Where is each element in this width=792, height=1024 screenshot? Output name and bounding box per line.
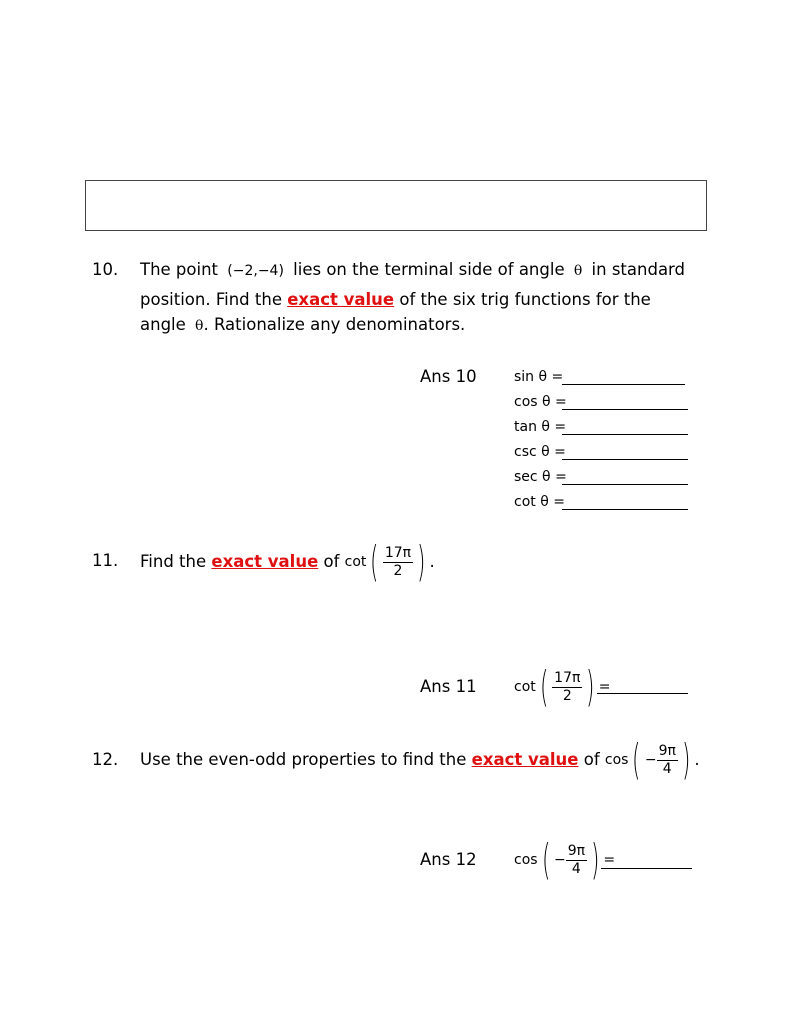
answer-cos xyxy=(514,394,567,410)
answer-csc-blank[interactable] xyxy=(562,459,688,460)
denominator: 4 xyxy=(662,760,672,777)
theta-symbol: θ xyxy=(573,263,583,279)
answer-10-label: Ans 10 xyxy=(420,367,477,386)
question-11-text xyxy=(140,537,435,586)
cot-function: cot xyxy=(514,679,536,695)
fraction-9pi-over-4 xyxy=(657,743,678,778)
numerator: 9π xyxy=(567,842,586,859)
question-11-number: 11. xyxy=(92,551,119,570)
answer-12-blank[interactable] xyxy=(601,868,692,869)
answer-cot-blank[interactable] xyxy=(562,509,688,510)
answer-11-blank[interactable] xyxy=(597,693,688,694)
header-box xyxy=(85,180,707,231)
numerator: 9π xyxy=(658,742,676,759)
left-paren: ( xyxy=(541,835,550,884)
numerator: 17π xyxy=(384,544,412,561)
q12-text: Use the even-odd properties to find the xyxy=(140,750,467,769)
question-10-line-1 xyxy=(140,260,685,281)
q11-text: Find the xyxy=(140,552,207,571)
answer-csc xyxy=(514,444,566,460)
q10-text: . Rationalize any denominators. xyxy=(203,315,466,334)
question-12-text xyxy=(140,735,700,784)
cot-function: cot xyxy=(344,554,367,570)
cos-function: cos xyxy=(604,752,629,768)
left-paren: ( xyxy=(632,735,641,784)
question-10-number: 10. xyxy=(92,260,119,279)
q10-text: The point xyxy=(140,260,219,279)
period: . xyxy=(694,750,700,769)
fraction-17pi-over-2 xyxy=(383,545,413,580)
tan-label: tan θ = xyxy=(514,419,567,435)
right-paren: ) xyxy=(591,835,600,884)
answer-12-expression xyxy=(514,835,616,884)
q10-text: lies on the terminal side of angle xyxy=(293,260,565,279)
fraction-9pi-over-4 xyxy=(566,843,587,878)
denominator: 2 xyxy=(562,687,572,704)
q12-text: of xyxy=(583,750,600,769)
cot-label: cot θ = xyxy=(514,494,565,510)
question-10-line-3 xyxy=(140,315,465,336)
question-10-line-2 xyxy=(140,290,651,310)
cos-function: cos xyxy=(514,852,538,868)
left-paren: ( xyxy=(370,537,379,586)
exact-value-highlight: exact value xyxy=(471,750,579,769)
q10-text: of the six trig functions for the xyxy=(399,290,651,309)
equals-sign: = xyxy=(598,679,611,695)
question-12-number: 12. xyxy=(92,750,119,769)
cos-label: cos θ = xyxy=(514,394,567,410)
equals-sign: = xyxy=(603,852,616,868)
csc-label: csc θ = xyxy=(514,444,566,460)
left-paren: ( xyxy=(539,662,549,711)
answer-tan xyxy=(514,419,566,435)
theta-symbol: θ xyxy=(195,318,204,334)
answer-tan-blank[interactable] xyxy=(562,434,688,435)
answer-cot xyxy=(514,494,565,510)
answer-11-expression xyxy=(514,662,611,711)
q10-point: (−2,−4) xyxy=(227,263,284,279)
answer-sec xyxy=(514,469,567,485)
numerator: 17π xyxy=(554,669,581,686)
q10-text: angle xyxy=(140,315,186,334)
minus-sign: − xyxy=(644,752,657,768)
sec-label: sec θ = xyxy=(514,469,567,485)
denominator: 2 xyxy=(393,562,403,579)
answer-sin xyxy=(514,369,563,385)
answer-12-label: Ans 12 xyxy=(420,850,477,869)
period: . xyxy=(429,552,435,571)
exact-value-highlight: exact value xyxy=(211,552,319,571)
exact-value-highlight: exact value xyxy=(287,290,395,309)
q11-text: of xyxy=(323,552,340,571)
sin-label: sin θ = xyxy=(514,369,564,385)
q10-text: position. Find the xyxy=(140,290,282,309)
minus-sign: − xyxy=(553,852,566,868)
right-paren: ) xyxy=(417,537,426,586)
denominator: 4 xyxy=(571,860,581,877)
q10-text: in standard xyxy=(591,260,686,279)
answer-cos-blank[interactable] xyxy=(562,409,688,410)
right-paren: ) xyxy=(586,662,595,711)
fraction-17pi-over-2 xyxy=(552,670,582,705)
right-paren: ) xyxy=(682,735,691,784)
answer-sin-blank[interactable] xyxy=(562,384,685,385)
answer-11-label: Ans 11 xyxy=(420,677,477,696)
answer-sec-blank[interactable] xyxy=(562,484,688,485)
